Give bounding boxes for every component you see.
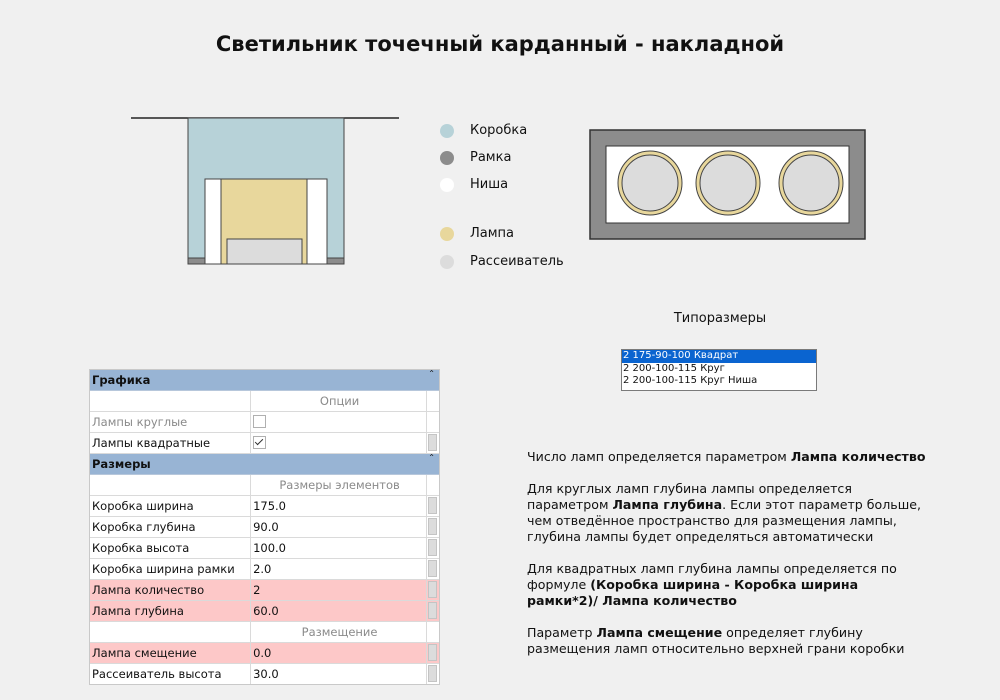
row-scroll-cell [427, 496, 439, 516]
property-name: Рассеиватель высота [90, 664, 251, 684]
subheader-label: Размещение [251, 622, 427, 642]
note-parameter: Лампа глубина [612, 497, 723, 512]
note-parameter: Лампа смещение [596, 625, 723, 640]
legend-niche-label: Ниша [470, 177, 509, 192]
legend-item-niche [440, 177, 508, 192]
frame-shape-right [327, 258, 344, 264]
property-row [90, 538, 439, 559]
collapse-icon[interactable]: ⌃ [428, 453, 435, 462]
group-header-sizes[interactable] [90, 454, 439, 475]
note-paragraph [527, 481, 927, 545]
row-button[interactable] [428, 560, 437, 577]
niche-left-strip [205, 179, 221, 264]
note-text: Для квадратных ламп глубина лампы определяется по формуле [527, 561, 897, 592]
row-button[interactable] [428, 539, 437, 556]
row-scroll-cell [427, 664, 439, 684]
property-row-highlighted [90, 643, 439, 664]
property-name-cell [90, 475, 251, 495]
frame-shape-left [188, 258, 205, 264]
property-name: Коробка глубина [90, 517, 251, 537]
property-value-field[interactable]: 175.0 [251, 496, 427, 516]
types-option[interactable]: 2 200-100-115 Круг [623, 362, 725, 374]
property-name: Лампа глубина [90, 601, 251, 621]
types-listbox[interactable] [621, 349, 817, 391]
row-button[interactable] [428, 644, 437, 661]
property-row [90, 412, 439, 433]
note-text: Число ламп определяется параметром [527, 449, 791, 464]
property-value [251, 433, 427, 453]
section-diagram [125, 110, 405, 270]
property-value-field[interactable]: 2 [251, 580, 427, 600]
legend-diffuser-swatch [440, 255, 454, 269]
property-row [90, 517, 439, 538]
row-scroll-cell [427, 475, 439, 495]
row-scroll-cell [427, 559, 439, 579]
row-scroll-cell [427, 580, 439, 600]
property-row [90, 496, 439, 517]
row-button[interactable] [428, 518, 437, 535]
note-paragraph [527, 449, 927, 465]
property-value-field[interactable]: 100.0 [251, 538, 427, 558]
legend-frame-swatch [440, 151, 454, 165]
legend-box-swatch [440, 124, 454, 138]
property-name: Коробка ширина [90, 496, 251, 516]
subheader-row [90, 622, 439, 643]
property-row [90, 664, 439, 684]
plan-lamp-3 [779, 151, 843, 215]
types-label: Типоразмеры [673, 311, 767, 326]
subheader-label: Размеры элементов [251, 475, 427, 495]
property-name-cell [90, 622, 251, 642]
subheader-row [90, 391, 439, 412]
plan-lamp-1 [618, 151, 682, 215]
subheader-label: Опции [251, 391, 427, 411]
legend-item-lamp [440, 226, 514, 241]
properties-panel [89, 369, 440, 685]
note-text: определяет глубину размещения ламп относительно верхней грани коробки [527, 625, 905, 656]
note-paragraph [527, 625, 927, 657]
property-name: Коробка ширина рамки [90, 559, 251, 579]
row-scroll-cell [427, 643, 439, 663]
property-value-field[interactable]: 90.0 [251, 517, 427, 537]
types-option[interactable]: 2 200-100-115 Круг Ниша [623, 375, 758, 386]
note-paragraph [527, 561, 927, 609]
property-value-field[interactable]: 0.0 [251, 643, 427, 663]
row-scroll-cell [427, 517, 439, 537]
property-row [90, 559, 439, 580]
property-name-cell [90, 391, 251, 411]
row-scroll-cell [427, 391, 439, 411]
legend-niche-swatch [440, 178, 454, 192]
row-scroll-cell [427, 538, 439, 558]
group-header-label: Графика [92, 373, 151, 387]
round-lamps-checkbox[interactable] [253, 415, 266, 428]
plan-lamp-2 [696, 151, 760, 215]
property-value-field[interactable]: 2.0 [251, 559, 427, 579]
legend-diffuser-label: Рассеиватель [470, 254, 564, 269]
row-scroll-cell [427, 412, 439, 432]
row-button[interactable] [428, 581, 437, 598]
note-text: Для круглых ламп глубина лампы определяется параметром [527, 481, 852, 512]
plan-diagram [588, 128, 868, 243]
property-value-field[interactable]: 30.0 [251, 664, 427, 684]
group-header-label: Размеры [92, 457, 151, 471]
legend-item-box [440, 123, 527, 138]
row-scroll-cell [427, 601, 439, 621]
legend-frame-label: Рамка [470, 150, 512, 165]
types-option[interactable]: 2 175-90-100 Квадрат [622, 350, 816, 363]
legend-item-diffuser [440, 254, 564, 269]
property-value [251, 412, 427, 432]
collapse-icon[interactable]: ⌃ [428, 369, 435, 378]
property-name: Лампа смещение [90, 643, 251, 663]
square-lamps-checkbox[interactable] [253, 436, 266, 449]
subheader-row [90, 475, 439, 496]
group-header-graphics[interactable] [90, 370, 439, 391]
legend-item-frame [440, 150, 511, 165]
note-formula: (Коробка ширина - Коробка ширина рамки*2)/ Лампа количество [527, 577, 859, 608]
page-title: Светильник точечный карданный - накладной [215, 32, 785, 56]
legend-lamp-label: Лампа [470, 226, 515, 241]
row-scroll-cell [427, 622, 439, 642]
note-text: Параметр [527, 625, 597, 640]
description-text [527, 449, 927, 673]
property-name: Лампа количество [90, 580, 251, 600]
row-button[interactable] [428, 497, 437, 514]
note-parameter: Лампа количество [790, 449, 926, 464]
legend-box-label: Коробка [470, 123, 528, 138]
row-button[interactable] [428, 602, 437, 619]
property-value-field[interactable]: 60.0 [251, 601, 427, 621]
property-name: Лампы круглые [90, 412, 251, 432]
row-button[interactable] [428, 665, 437, 682]
property-row-highlighted [90, 601, 439, 622]
property-name: Коробка высота [90, 538, 251, 558]
property-row [90, 433, 439, 454]
niche-right-strip [307, 179, 327, 264]
note-text: . Если этот параметр больше, чем отведённое пространство для размещения лампы, глубина лампы будет определяться автоматически [527, 497, 922, 544]
legend-lamp-swatch [440, 227, 454, 241]
diffuser-shape [227, 239, 302, 264]
property-name: Лампы квадратные [90, 433, 251, 453]
property-row-highlighted [90, 580, 439, 601]
